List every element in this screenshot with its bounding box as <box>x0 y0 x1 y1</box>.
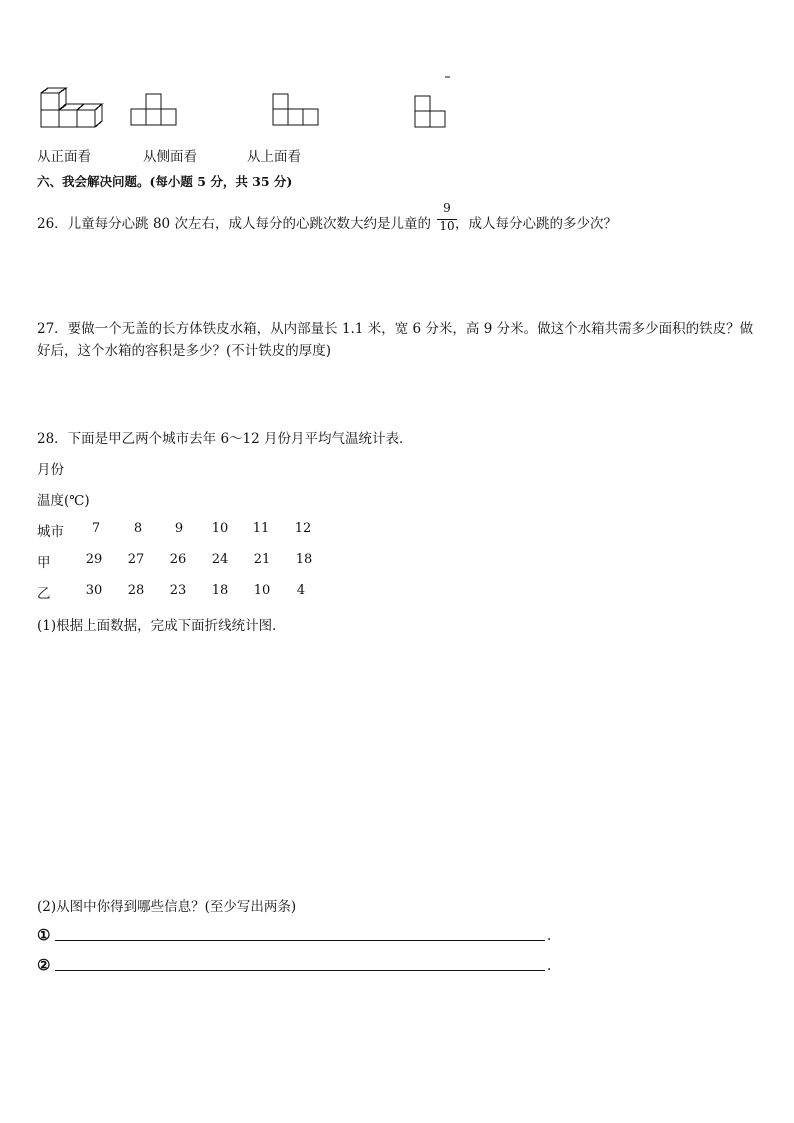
temp-cell: 21 <box>253 552 271 567</box>
answer-1-line[interactable] <box>55 940 545 941</box>
temp-cell: 23 <box>169 583 187 598</box>
temp-cell: 18 <box>295 552 313 567</box>
month-cell: 8 <box>133 521 143 536</box>
month-cell: 10 <box>211 521 229 536</box>
question-27-line1: 27．要做一个无盖的长方体铁皮水箱，从内部量长 1.1 米，宽 6 分米，高 9 分米。做这个水箱共需多少面积的铁皮？做 <box>37 321 754 337</box>
table-header-label: 城市 <box>37 524 64 540</box>
section-title: 六、我会解决问题。(每小题 5 分，共 35 分) <box>37 174 293 189</box>
temp-cell: 27 <box>127 552 145 567</box>
front-view-figure <box>131 94 176 125</box>
q26-text-before: 26．儿童每分心跳 80 次左右，成人每分的心跳次数大约是儿童的 <box>37 216 431 232</box>
q26-text-after: ，成人每分心跳的多少次？ <box>454 216 617 232</box>
temp-cell: 29 <box>85 552 103 567</box>
city-a-label: 甲 <box>37 555 51 571</box>
temp-cell: 4 <box>296 583 306 598</box>
cube-stack-figure <box>41 88 102 127</box>
answer-2-line[interactable] <box>55 970 545 971</box>
month-cell: 11 <box>252 521 270 536</box>
question-28-intro: 28．下面是甲乙两个城市去年 6～12 月份月平均气温统计表． <box>37 431 413 447</box>
label-temperature: 温度(℃) <box>37 493 90 509</box>
front-view-label: 从正面看 <box>37 149 91 165</box>
month-cell: 7 <box>91 521 101 536</box>
side-view-figure <box>273 94 318 125</box>
answer-2-marker: ② <box>37 956 51 974</box>
q26-fraction <box>437 201 457 233</box>
answer-1-marker: ① <box>37 926 51 944</box>
fraction-numerator: 9 <box>443 201 451 215</box>
temp-cell: 28 <box>127 583 145 598</box>
question-28-part1: (1)根据上面数据，完成下面折线统计图． <box>37 618 286 634</box>
cube-figures <box>0 0 794 140</box>
temp-cell: 24 <box>211 552 229 567</box>
temp-cell: 18 <box>211 583 229 598</box>
label-month: 月份 <box>37 462 64 478</box>
temp-cell: 10 <box>253 583 271 598</box>
question-27-line2: 好后，这个水箱的容积是多少？(不计铁皮的厚度) <box>37 343 332 359</box>
temp-cell: 30 <box>85 583 103 598</box>
month-cell: 12 <box>294 521 312 536</box>
city-b-label: 乙 <box>37 586 51 602</box>
answer-1-end: . <box>547 928 552 944</box>
top-view-figure <box>415 77 450 127</box>
question-26 <box>37 212 617 232</box>
month-cell: 9 <box>174 521 184 536</box>
fraction-denominator: 10 <box>439 219 455 233</box>
question-28-part2: (2)从图中你得到哪些信息？(至少写出两条) <box>37 899 297 915</box>
top-view-label: 从上面看 <box>247 149 301 165</box>
temp-cell: 26 <box>169 552 187 567</box>
answer-2-end: . <box>547 958 552 974</box>
side-view-label: 从侧面看 <box>143 149 197 165</box>
